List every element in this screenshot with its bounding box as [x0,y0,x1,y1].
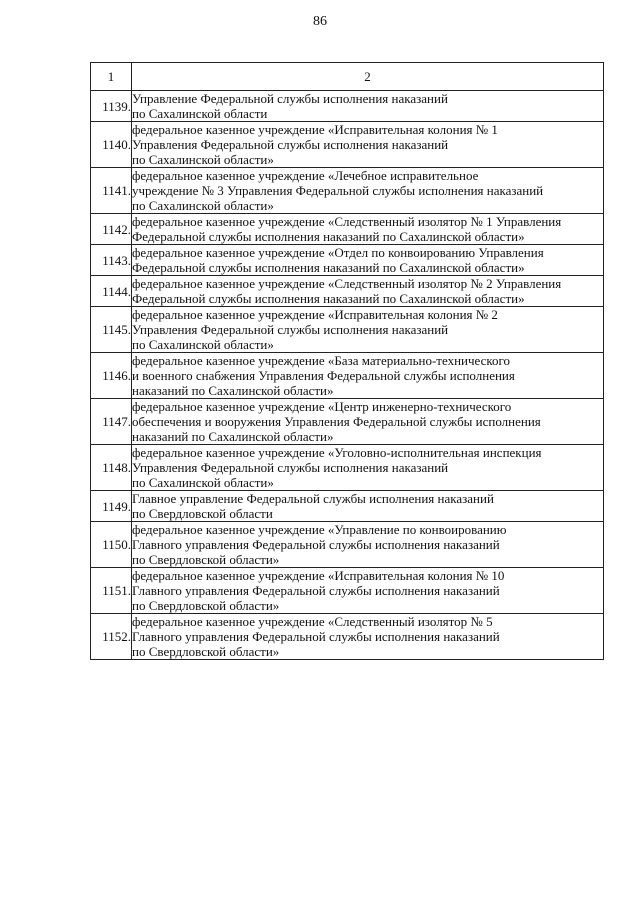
institution-name-line: по Свердловской области» [132,552,280,567]
institution-name-line: федеральное казенное учреждение «Исправительная колония № 10 [132,568,505,583]
table-row [91,91,604,122]
table-row [91,399,604,445]
row-number: 1150. [91,522,132,568]
institution-name [132,445,604,491]
institution-name [132,568,604,614]
table-body [91,91,604,660]
table-row [91,276,604,307]
institution-name-line: федеральное казенное учреждение «Исправительная колония № 1 [132,122,498,137]
table-row [91,122,604,168]
institution-name-line: по Свердловской области» [132,598,280,613]
institution-name [132,614,604,660]
table-row [91,568,604,614]
table-row [91,307,604,353]
institution-name [132,245,604,276]
institution-name-line: федеральное казенное учреждение «Следственный изолятор № 5 [132,614,493,629]
table-row [91,491,604,522]
institution-name-line: по Свердловской области [132,506,273,521]
institution-name-line: Управления Федеральной службы исполнения наказаний [132,322,449,337]
row-number: 1142. [91,214,132,245]
institution-name-line: федеральное казенное учреждение «Следственный изолятор № 1 Управления [132,214,562,229]
registry-table [90,62,604,660]
institution-name-line: федеральное казенное учреждение «Управление по конвоированию [132,522,507,537]
row-number: 1144. [91,276,132,307]
institution-name-line: по Свердловской области» [132,644,280,659]
institution-name-line: федеральное казенное учреждение «Лечебное исправительное [132,168,479,183]
institution-name-line: Управления Федеральной службы исполнения наказаний [132,137,449,152]
page-number: 86 [313,14,327,29]
institution-name-line: Управления Федеральной службы исполнения наказаний [132,460,449,475]
row-number: 1151. [91,568,132,614]
institution-name-line: федеральное казенное учреждение «Следственный изолятор № 2 Управления [132,276,562,291]
row-number: 1152. [91,614,132,660]
institution-name-line: по Сахалинской области» [132,198,274,213]
institution-name [132,399,604,445]
institution-name [132,491,604,522]
row-number: 1146. [91,353,132,399]
institution-name-line: Федеральной службы исполнения наказаний по Сахалинской области» [132,229,525,244]
row-number: 1143. [91,245,132,276]
institution-name-line: Главное управление Федеральной службы исполнения наказаний [132,491,494,506]
institution-name [132,307,604,353]
column-header-name: 2 [132,63,604,91]
institution-name-line: федеральное казенное учреждение «Центр инженерно-технического [132,399,512,414]
institution-name-line: Главного управления Федеральной службы исполнения наказаний [132,583,500,598]
institution-name-line: Управление Федеральной службы исполнения наказаний [132,91,448,106]
row-number: 1149. [91,491,132,522]
row-number: 1145. [91,307,132,353]
institution-name-line: Главного управления Федеральной службы исполнения наказаний [132,629,500,644]
institution-name-line: по Сахалинской области» [132,475,274,490]
row-number: 1141. [91,168,132,214]
institution-name [132,276,604,307]
row-number: 1140. [91,122,132,168]
table-row [91,168,604,214]
institution-name-line: по Сахалинской области» [132,152,274,167]
column-header-number: 1 [91,63,132,91]
institution-name [132,353,604,399]
table-row [91,522,604,568]
table-row [91,445,604,491]
institution-name-line: учреждение № 3 Управления Федеральной службы исполнения наказаний [132,183,544,198]
institution-name-line: Федеральной службы исполнения наказаний по Сахалинской области» [132,260,525,275]
institution-name-line: федеральное казенное учреждение «Отдел по конвоированию Управления [132,245,544,260]
institution-name [132,91,604,122]
table-row [91,614,604,660]
institution-name-line: по Сахалинской области [132,106,268,121]
institution-name-line: наказаний по Сахалинской области» [132,383,334,398]
institution-name-line: федеральное казенное учреждение «База материально-технического [132,353,511,368]
institution-name-line: обеспечения и вооружения Управления Федеральной службы исполнения [132,414,541,429]
table-row [91,353,604,399]
institution-name [132,168,604,214]
institution-name-line: Главного управления Федеральной службы исполнения наказаний [132,537,500,552]
table-row [91,214,604,245]
row-number: 1148. [91,445,132,491]
institution-name-line: по Сахалинской области» [132,337,274,352]
institution-name-line: наказаний по Сахалинской области» [132,429,334,444]
institution-name-line: федеральное казенное учреждение «Уголовно-исполнительная инспекция [132,445,542,460]
institution-name-line: Федеральной службы исполнения наказаний по Сахалинской области» [132,291,525,306]
institution-name [132,522,604,568]
institution-name [132,214,604,245]
institution-name-line: федеральное казенное учреждение «Исправительная колония № 2 [132,307,498,322]
row-number: 1147. [91,399,132,445]
table-header-row [91,63,604,91]
table-row [91,245,604,276]
institution-name-line: и военного снабжения Управления Федеральной службы исполнения [132,368,515,383]
row-number: 1139. [91,91,132,122]
institution-name [132,122,604,168]
